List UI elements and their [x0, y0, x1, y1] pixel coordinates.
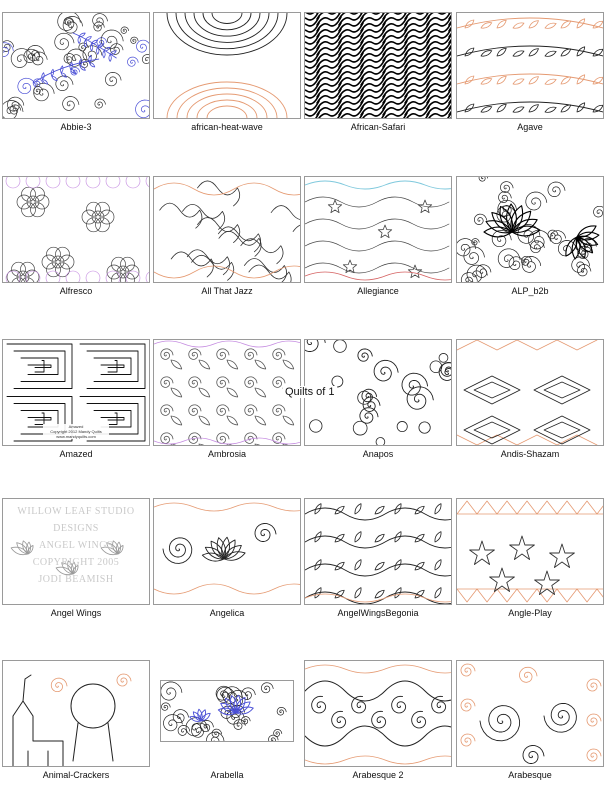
pattern-tile[interactable] [153, 12, 301, 132]
watermark-line: www.mandyquilts.com [56, 434, 96, 439]
agave-leaf-pattern [457, 13, 603, 118]
watermark-line: COPYRIGHT 2005 [32, 557, 120, 568]
pattern-tile[interactable] [153, 660, 301, 780]
leaf-scroll-pattern-thumbnail[interactable] [153, 498, 301, 605]
pattern-name-label: Arabella [210, 770, 244, 780]
watermark-line: DESIGNS [53, 523, 99, 534]
pattern-name-label: Ambrosia [207, 449, 246, 459]
begonia-pattern [305, 499, 451, 604]
star-wave-pattern [305, 177, 451, 282]
pattern-tile[interactable] [304, 12, 452, 132]
feather-plume-pattern [457, 177, 603, 282]
page-caption: Quilts of 1 [285, 386, 335, 398]
floral-border-pattern [161, 681, 293, 741]
watermark-line: ANGEL WINGS [38, 540, 114, 551]
pattern-tile[interactable] [2, 660, 150, 780]
pattern-tile[interactable] [153, 498, 301, 618]
leaf-scroll-pattern [154, 499, 300, 604]
pattern-tile[interactable] [304, 498, 452, 618]
pattern-name-label: Anapos [362, 449, 394, 459]
pattern-name-label: Arabesque 2 [352, 770, 404, 780]
triangle-star-pattern-thumbnail[interactable] [456, 498, 604, 605]
pattern-tile[interactable] [456, 660, 604, 780]
amazed-watermark [43, 424, 109, 439]
pattern-name-label: Angle-Play [508, 608, 552, 618]
animal-pattern-thumbnail[interactable] [2, 660, 150, 767]
pattern-name-label: All That Jazz [201, 286, 253, 296]
pattern-tile[interactable] [2, 176, 150, 296]
arabesque-swirl-pattern-thumbnail[interactable] [456, 660, 604, 767]
paisley-feather-pattern [154, 340, 300, 445]
pattern-tile[interactable] [304, 660, 452, 780]
pattern-tile[interactable] [2, 498, 150, 618]
watermark-line: WILLOW LEAF STUDIO [17, 506, 135, 517]
pattern-name-label: Andis-Shazam [500, 449, 560, 459]
feather-plume-pattern-thumbnail[interactable] [456, 176, 604, 283]
swirl-feather-pattern-thumbnail[interactable] [2, 12, 150, 119]
watermark-line: Copyright 2012 Mandy Quilts [50, 429, 102, 434]
pattern-name-label: Animal-Crackers [42, 770, 110, 780]
triangle-star-pattern [457, 499, 603, 604]
pattern-name-label: african-heat-wave [191, 122, 263, 132]
pattern-name-label: Abbie-3 [60, 122, 92, 132]
pattern-name-label: Allegiance [357, 286, 399, 296]
zebra-stripe-pattern-thumbnail[interactable] [304, 12, 452, 119]
pattern-name-label: Angelica [209, 608, 245, 618]
flower-pattern-thumbnail[interactable] [2, 176, 150, 283]
pattern-tile[interactable] [2, 339, 150, 459]
zigzag-diamond-pattern [457, 340, 603, 445]
pattern-name-label: ALP_b2b [511, 286, 549, 296]
squiggle-pattern [154, 177, 300, 282]
pattern-tile[interactable] [456, 339, 604, 459]
star-wave-pattern-thumbnail[interactable] [304, 176, 452, 283]
watermark-line: JODI BEAMISH [38, 574, 114, 585]
agave-leaf-pattern-thumbnail[interactable] [456, 12, 604, 119]
pattern-tile[interactable] [456, 176, 604, 296]
angel-wings-watermark [3, 503, 149, 588]
pattern-tile[interactable] [2, 12, 150, 132]
zebra-stripe-pattern [305, 13, 451, 118]
arabesque-swirl-pattern [457, 661, 603, 766]
pattern-tile[interactable] [153, 176, 301, 296]
maze-pattern-thumbnail[interactable] [2, 339, 150, 446]
pattern-name-label: Arabesque [508, 770, 552, 780]
pattern-tile[interactable] [304, 176, 452, 296]
arabesque-scroll-pattern [305, 661, 451, 766]
pattern-tile[interactable] [456, 498, 604, 618]
pattern-name-label: Agave [517, 122, 543, 132]
paisley-feather-pattern-thumbnail[interactable] [153, 339, 301, 446]
animal-pattern [3, 661, 149, 766]
pattern-tile[interactable] [153, 339, 301, 459]
flower-pattern [3, 177, 149, 282]
pattern-name-label: Alfresco [59, 286, 93, 296]
wave-arch-pattern [154, 13, 300, 118]
pattern-name-label: Angel Wings [50, 608, 102, 618]
zigzag-diamond-pattern-thumbnail[interactable] [456, 339, 604, 446]
watermark-line: Amazed [68, 424, 84, 429]
angel-wings-pattern-thumbnail[interactable] [2, 498, 150, 605]
wave-arch-pattern-thumbnail[interactable] [153, 12, 301, 119]
swirl-feather-pattern [3, 13, 149, 118]
pattern-name-label: AngelWingsBegonia [337, 608, 419, 618]
floral-border-pattern-thumbnail[interactable] [160, 680, 294, 742]
begonia-pattern-thumbnail[interactable] [304, 498, 452, 605]
squiggle-pattern-thumbnail[interactable] [153, 176, 301, 283]
pattern-name-label: Amazed [59, 449, 93, 459]
pattern-name-label: African-Safari [350, 122, 406, 132]
arabesque-scroll-pattern-thumbnail[interactable] [304, 660, 452, 767]
pattern-tile[interactable] [456, 12, 604, 132]
